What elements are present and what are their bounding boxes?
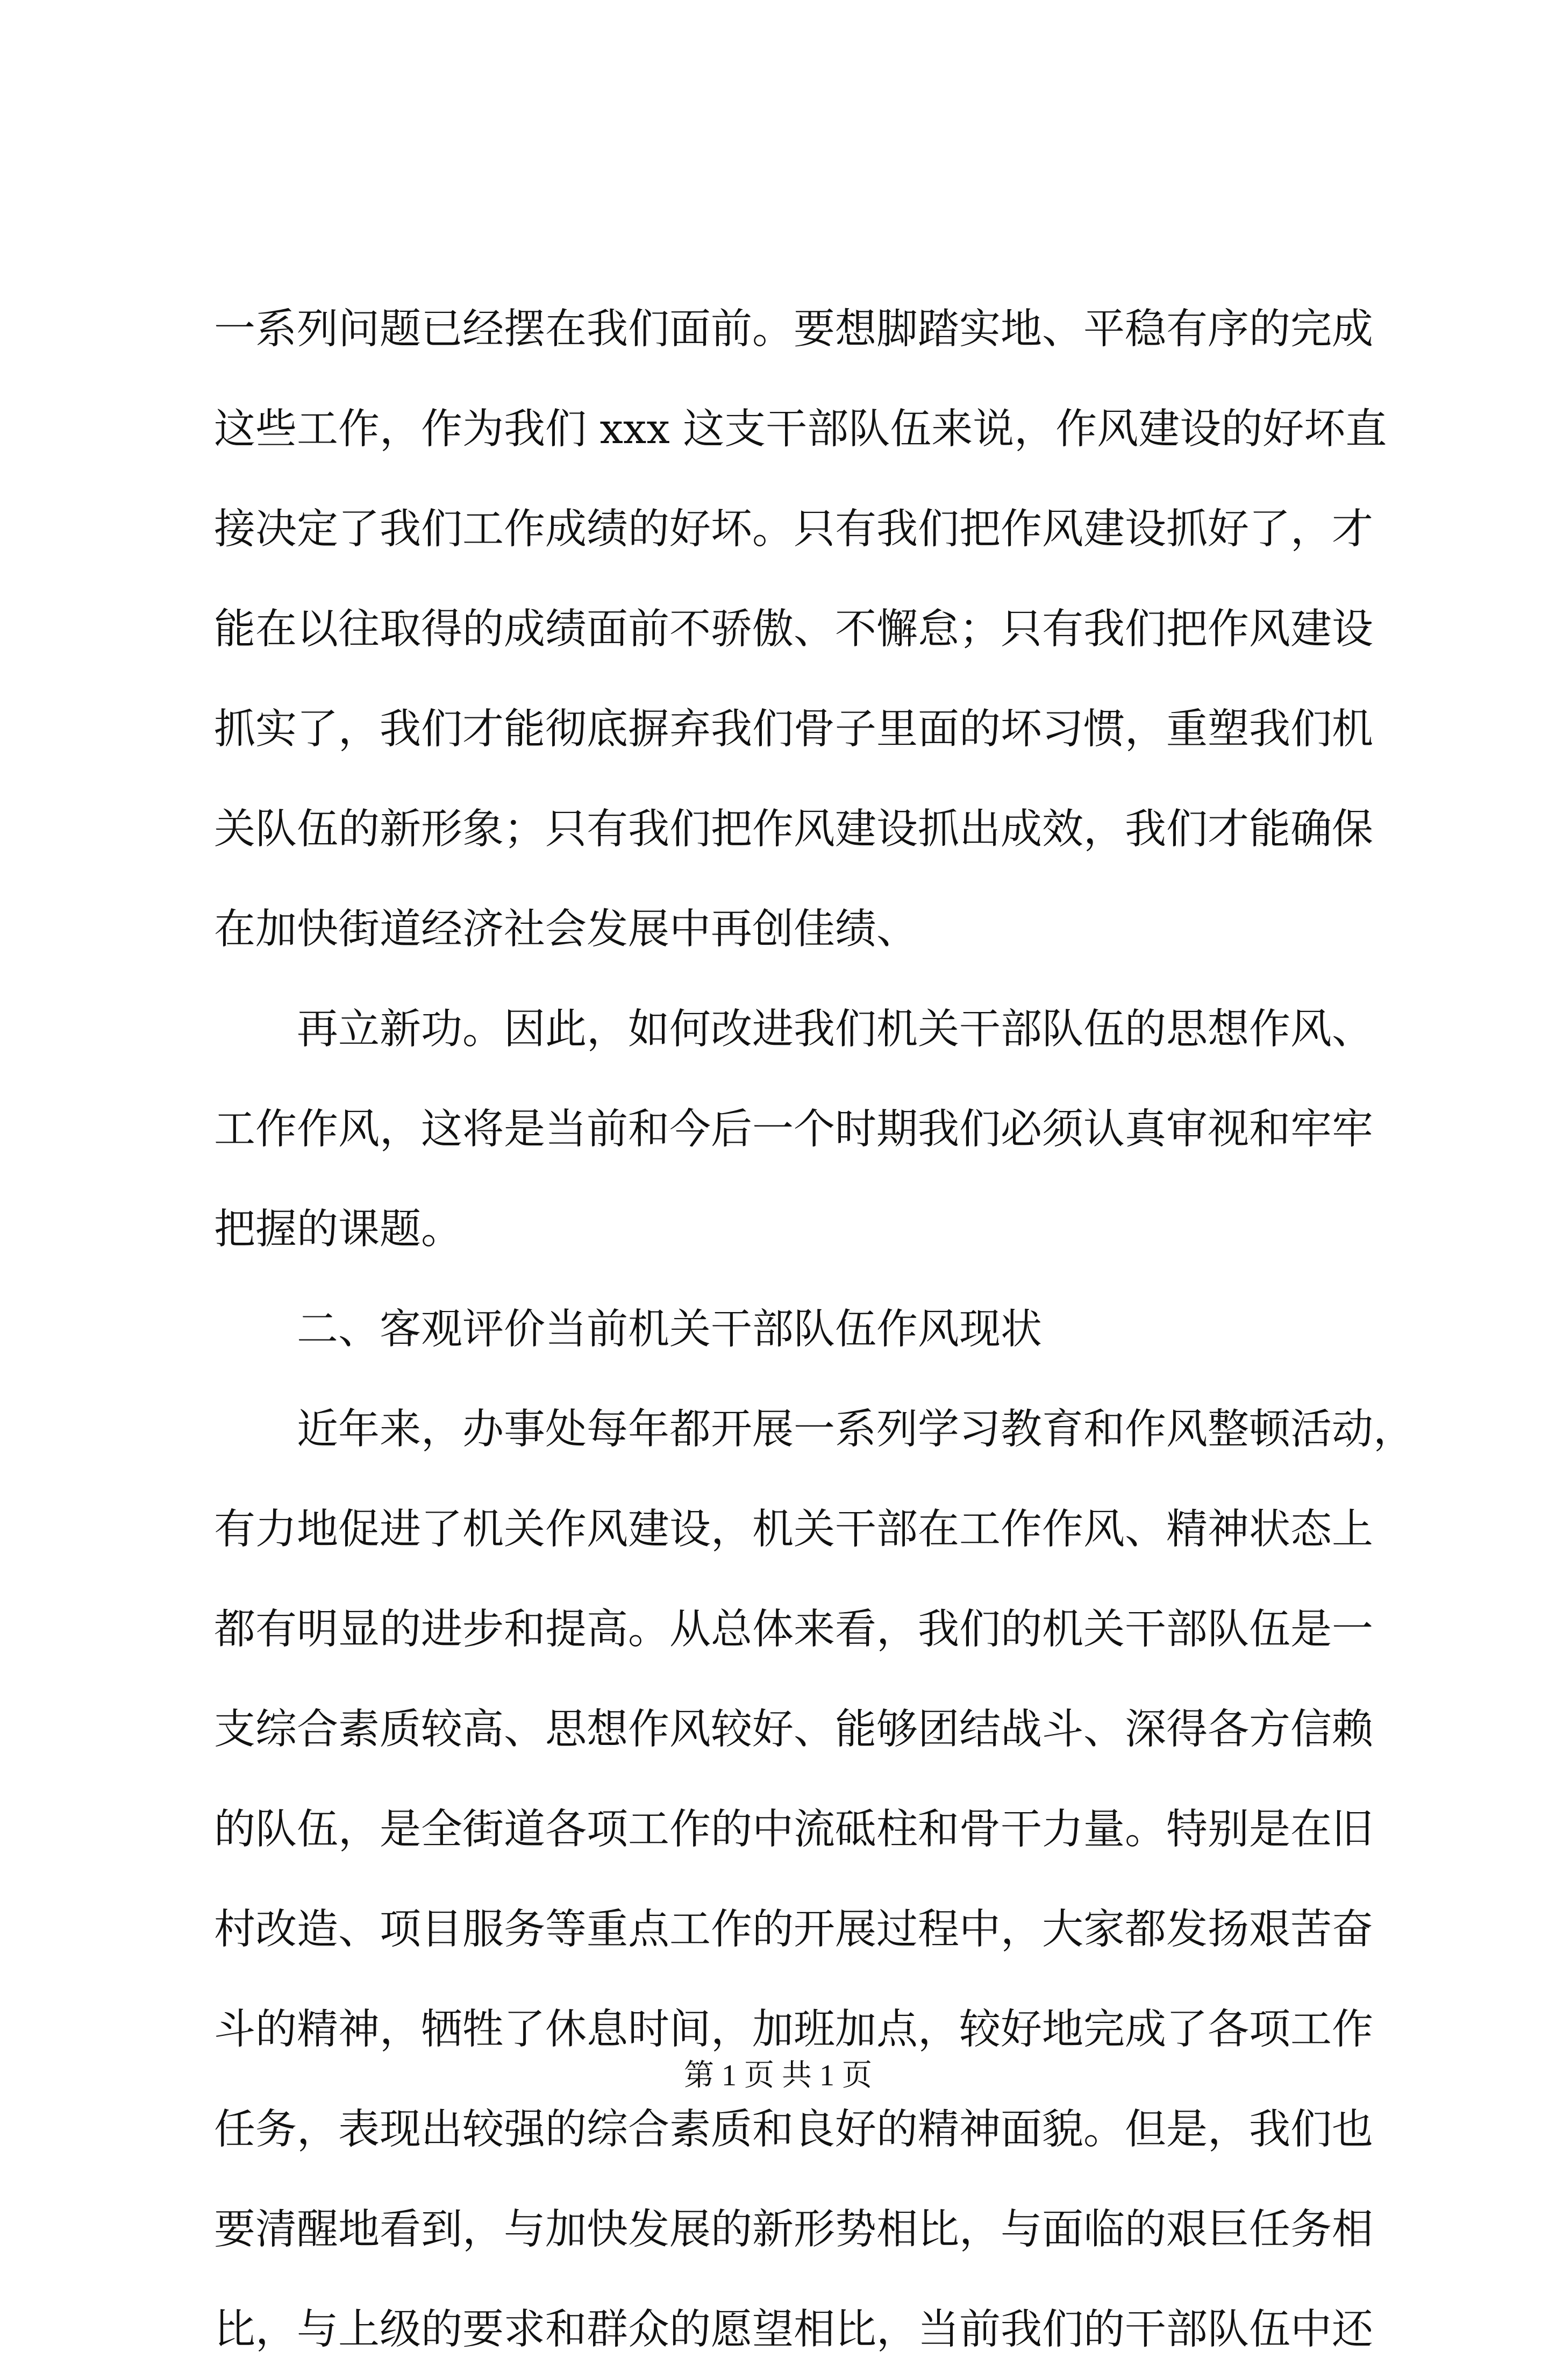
section-heading: 二、客观评价当前机关干部队伍作风现状 [297,1306,1042,1353]
text-line: 有力地促进了机关作风建设，机关干部在工作作风、精神状态上 [214,1506,1373,1554]
text-line: 支综合素质较高、思想作风较好、能够团结战斗、深得各方信赖 [214,1706,1373,1754]
paragraph-first-line: 近年来，办事处每年都开展一系列学习教育和作风整顿活动， [297,1406,1415,1453]
text-line: 工作作风，这将是当前和今后一个时期我们必须认真审视和牢牢 [214,1106,1373,1153]
text-line: 都有明显的进步和提高。从总体来看，我们的机关干部队伍是一 [214,1606,1373,1654]
text-line: 的队伍，是全街道各项工作的中流砥柱和骨干力量。特别是在旧 [214,1806,1373,1854]
text-line: 任务，表现出较强的综合素质和良好的精神面貌。但是，我们也 [214,2106,1373,2154]
page-footer: 第 1 页 共 1 页 [684,2059,872,2092]
text-line: 一系列问题已经摆在我们面前。要想脚踏实地、平稳有序的完成 [214,305,1373,353]
text-line: 抓实了，我们才能彻底摒弃我们骨子里面的坏习惯，重塑我们机 [214,706,1373,753]
text-line: 要清醒地看到，与加快发展的新形势相比，与面临的艰巨任务相 [214,2206,1373,2254]
text-line: 这些工作，作为我们 xxx 这支干部队伍来说，作风建设的好坏直 [214,405,1387,453]
text-line: 斗的精神，牺牲了休息时间，加班加点，较好地完成了各项工作 [214,2006,1373,2054]
text-line: 比，与上级的要求和群众的愿望相比，当前我们的干部队伍中还 [214,2306,1373,2354]
text-line: 村改造、项目服务等重点工作的开展过程中，大家都发扬艰苦奋 [214,1906,1373,1954]
text-line: 接决定了我们工作成绩的好坏。只有我们把作风建设抓好了，才 [214,505,1373,553]
paragraph-first-line: 再立新功。因此，如何改进我们机关干部队伍的思想作风、 [297,1006,1373,1053]
text-line: 在加快街道经济社会发展中再创佳绩、 [214,906,918,953]
text-line: 把握的课题。 [214,1206,462,1253]
text-line: 能在以往取得的成绩面前不骄傲、不懈怠；只有我们把作风建设 [214,605,1373,653]
text-line: 关队伍的新形象；只有我们把作风建设抓出成效，我们才能确保 [214,806,1373,853]
